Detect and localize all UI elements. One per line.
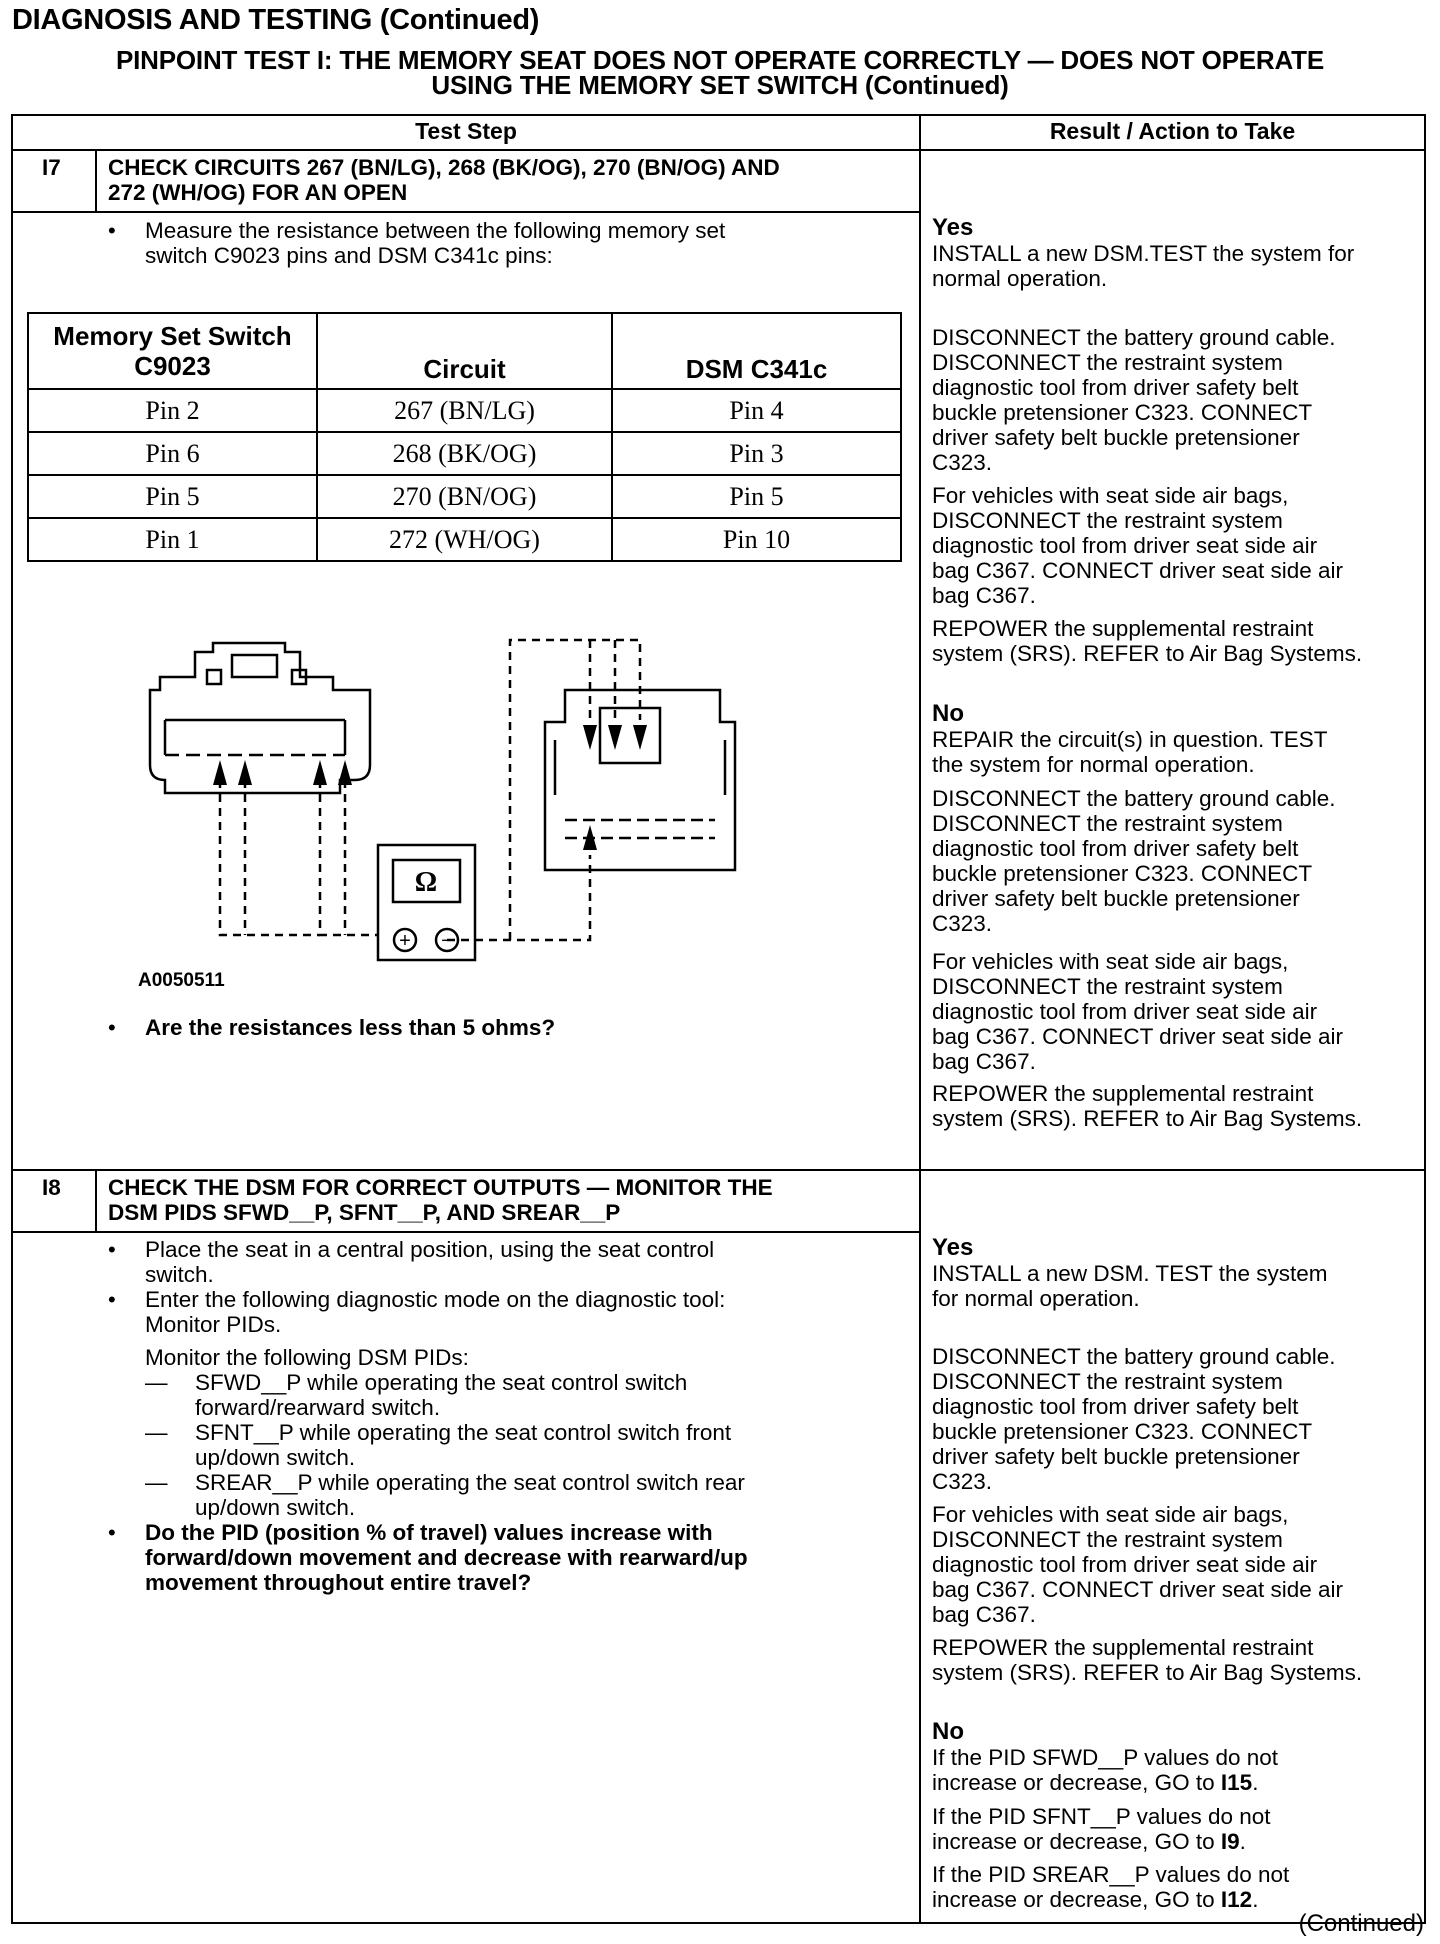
no-action-srear: If the PID SREAR__P values do not increase or decrease, GO to I12.: [932, 1862, 1290, 1912]
table-row: [28, 518, 901, 561]
monitor-intro: Monitor the following DSM PIDs:: [145, 1345, 469, 1370]
yes-side-airbag: For vehicles with seat side air bags, DISCONNECT the restraint system diagnostic tool from driver seat side air bag C367. CONNECT driver seat side air bag C367.: [932, 1502, 1343, 1627]
bullet: •: [108, 1287, 116, 1312]
step-divider: [11, 1169, 1426, 1171]
step-number: I7: [42, 155, 61, 180]
section-title: DIAGNOSIS AND TESTING (Continued): [12, 4, 540, 36]
pin-table-header-dsm: DSM C341c: [612, 313, 901, 389]
column-header-test-step: Test Step: [415, 118, 517, 144]
bullet: •: [108, 1237, 116, 1262]
yes-side-airbag: For vehicles with seat side air bags, DISCONNECT the restraint system diagnostic tool from driver seat side air bag C367. CONNECT driver seat side air bag C367.: [932, 483, 1343, 608]
table-row: [28, 475, 901, 518]
instruction-text: Enter the following diagnostic mode on the diagnostic tool: Monitor PIDs.: [145, 1287, 726, 1337]
no-side-airbag: For vehicles with seat side air bags, DISCONNECT the restraint system diagnostic tool from driver seat side air bag C367. CONNECT driver seat side air bag C367.: [932, 949, 1343, 1074]
step-number: I8: [42, 1175, 61, 1200]
memory-switch-connector: [150, 643, 370, 793]
yes-srs-disconnect: DISCONNECT the battery ground cable. DISCONNECT the restraint system diagnostic tool from driver safety belt buckle pretensioner C323. CONNECT driver safety belt buckle pretensioner C323.: [932, 325, 1336, 475]
header-divider: [11, 149, 1426, 151]
i8-number-divider: [95, 1169, 97, 1232]
dsm-pin-cell: Pin 5: [612, 475, 901, 518]
dash: —: [145, 1470, 168, 1495]
yes-action: INSTALL a new DSM. TEST the system for normal operation.: [932, 1261, 1328, 1311]
yes-action: INSTALL a new DSM.TEST the system for normal operation.: [932, 241, 1355, 291]
yes-srs-disconnect: DISCONNECT the battery ground cable. DISCONNECT the restraint system diagnostic tool from driver safety belt buckle pretensioner C323. CONNECT driver safety belt buckle pretensioner C323.: [932, 1344, 1336, 1494]
i7-title-divider: [11, 211, 920, 213]
dsm-pin-cell: Pin 4: [612, 389, 901, 432]
step-title: CHECK THE DSM FOR CORRECT OUTPUTS — MONITOR THE DSM PIDS SFWD__P, SFNT__P, AND SREAR__P: [108, 1175, 773, 1225]
pid-instruction: SFNT__P while operating the seat control switch front up/down switch.: [195, 1420, 732, 1470]
switch-pin-cell: Pin 2: [28, 389, 317, 432]
yes-label: Yes: [932, 214, 974, 241]
dash: —: [145, 1420, 168, 1445]
circuit-cell: 272 (WH/OG): [317, 518, 612, 561]
dsm-pin-cell: Pin 10: [612, 518, 901, 561]
go-to-i12-link[interactable]: I12: [1220, 1887, 1253, 1912]
instruction-text: Measure the resistance between the following memory set switch C9023 pins and DSM C341c pins:: [145, 218, 726, 268]
pin-table-header-switch: Memory Set Switch C9023: [28, 313, 317, 389]
pin-table-header-circuit: Circuit: [317, 313, 612, 389]
yes-repower: REPOWER the supplemental restraint system (SRS). REFER to Air Bag Systems.: [932, 616, 1363, 666]
dsm-pin-cell: Pin 3: [612, 432, 901, 475]
ohm-symbol-icon: Ω: [414, 867, 438, 898]
no-repower: REPOWER the supplemental restraint system (SRS). REFER to Air Bag Systems.: [932, 1081, 1363, 1131]
bullet: •: [108, 218, 116, 243]
pinpoint-test-title: PINPOINT TEST I: THE MEMORY SEAT DOES NOT OPERATE CORRECTLY — DOES NOT OPERATE USING THE MEMORY SET SWITCH (Continued): [116, 45, 1324, 100]
step-title: CHECK CIRCUITS 267 (BN/LG), 268 (BK/OG), 270 (BN/OG) AND 272 (WH/OG) FOR AN OPEN: [108, 155, 780, 205]
question-text: Do the PID (position % of travel) values increase with forward/down movement and decrease with rearward/up movement throughout entire travel?: [145, 1520, 748, 1595]
continued-footer: (Continued): [1298, 1910, 1424, 1937]
question-text: Are the resistances less than 5 ohms?: [145, 1015, 556, 1040]
table-row: [28, 389, 901, 432]
bullet: •: [108, 1520, 116, 1545]
no-action-sfwd: If the PID SFWD__P values do not increase or decrease, GO to I15.: [932, 1745, 1279, 1795]
pin-table: [27, 312, 902, 562]
go-to-i9-link[interactable]: I9: [1220, 1829, 1240, 1854]
circuit-cell: 270 (BN/OG): [317, 475, 612, 518]
yes-repower: REPOWER the supplemental restraint system (SRS). REFER to Air Bag Systems.: [932, 1635, 1363, 1685]
no-label: No: [932, 1718, 964, 1745]
no-action-sfnt: If the PID SFNT__P values do not increase or decrease, GO to I9.: [932, 1804, 1271, 1854]
pid-instruction: SREAR__P while operating the seat control switch rear up/down switch.: [195, 1470, 745, 1520]
connector-wiring-diagram: [0, 610, 900, 990]
yes-label: Yes: [932, 1234, 974, 1261]
i7-number-divider: [95, 149, 97, 212]
column-header-result: Result / Action to Take: [1049, 118, 1296, 144]
i8-title-divider: [11, 1231, 920, 1233]
go-to-i15-link[interactable]: I15: [1220, 1770, 1253, 1795]
switch-pin-cell: Pin 1: [28, 518, 317, 561]
instruction-text: Place the seat in a central position, using the seat control switch.: [145, 1237, 715, 1287]
no-action: REPAIR the circuit(s) in question. TEST the system for normal operation.: [932, 727, 1328, 777]
switch-pin-cell: Pin 6: [28, 432, 317, 475]
table-row: [28, 432, 901, 475]
switch-pin-cell: Pin 5: [28, 475, 317, 518]
circuit-cell: 267 (BN/LG): [317, 389, 612, 432]
no-label: No: [932, 700, 964, 727]
figure-id: A0050511: [138, 970, 225, 991]
no-srs-disconnect: DISCONNECT the battery ground cable. DISCONNECT the restraint system diagnostic tool from driver safety belt buckle pretensioner C323. CONNECT driver safety belt buckle pretensioner C323.: [932, 786, 1336, 936]
column-divider: [919, 114, 921, 1924]
plus-terminal-icon: +: [399, 930, 411, 952]
minus-terminal-icon: −: [441, 930, 453, 952]
pid-instruction: SFWD__P while operating the seat control switch forward/rearward switch.: [195, 1370, 688, 1420]
circuit-cell: 268 (BK/OG): [317, 432, 612, 475]
bullet: •: [108, 1015, 116, 1040]
dash: —: [145, 1370, 168, 1395]
